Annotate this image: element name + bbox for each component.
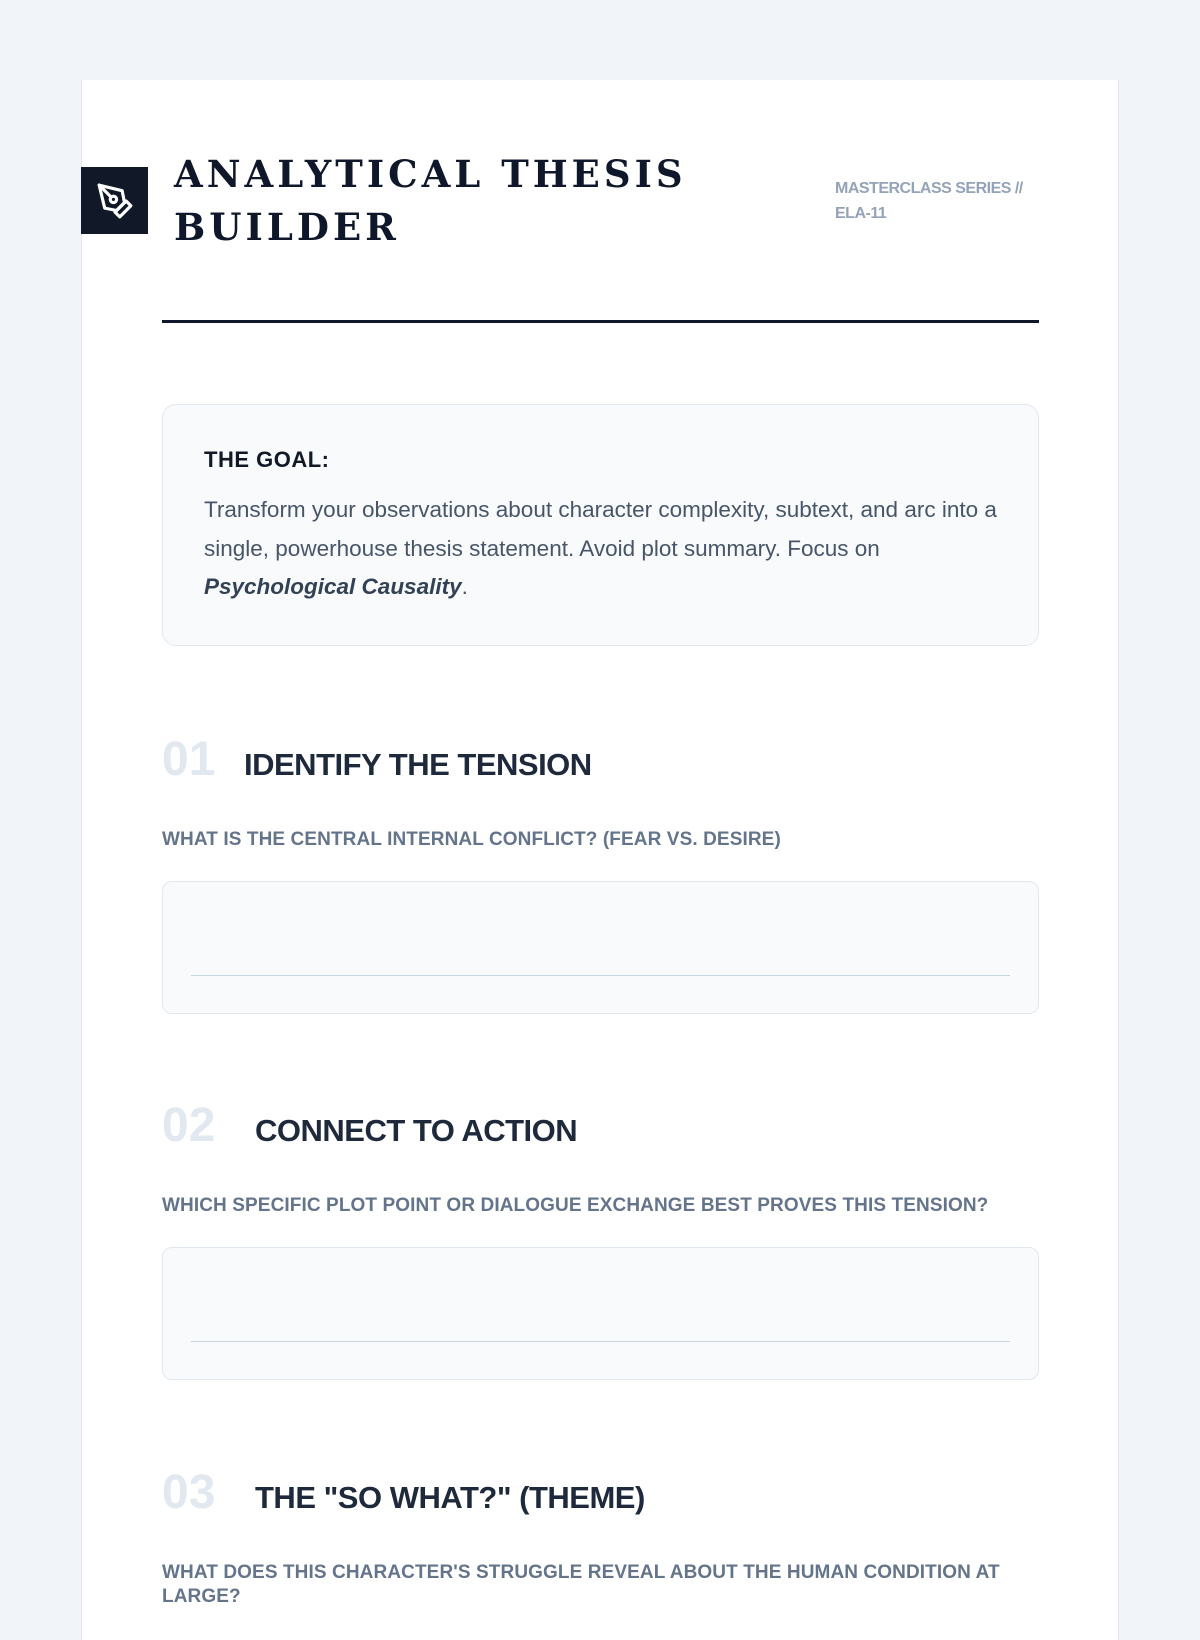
step-header (162, 732, 1039, 792)
step-1 (162, 732, 1039, 850)
series-line-1: MASTERCLASS SERIES // (835, 180, 1023, 197)
step-question: WHICH SPECIFIC PLOT POINT OR DIALOGUE EXCHANGE BEST PROVES THIS TENSION? (162, 1195, 989, 1216)
goal-body-end: . (461, 574, 468, 599)
step-question: WHAT DOES THIS CHARACTER'S STRUGGLE REVEAL ABOUT THE HUMAN CONDITION AT LARGE? (162, 1562, 1000, 1607)
title-line-1: ANALYTICAL THESIS (174, 152, 687, 196)
step-question: WHAT IS THE CENTRAL INTERNAL CONFLICT? (FEAR VS. DESIRE) (162, 829, 781, 850)
answer-underline (191, 975, 1010, 976)
step-title: THE "SO WHAT?" (THEME) (255, 1480, 645, 1515)
goal-callout (162, 404, 1039, 646)
step-3 (162, 1465, 1039, 1607)
header (81, 90, 1023, 249)
goal-title: THE GOAL: (204, 447, 330, 472)
page-title (174, 148, 694, 254)
answer-field-1[interactable] (162, 881, 1039, 1014)
step-header (162, 1465, 1039, 1525)
step-title: IDENTIFY THE TENSION (244, 747, 592, 782)
step-number: 01 (162, 733, 216, 786)
goal-emphasis: Psychological Causality (204, 574, 462, 599)
title-line-2: BUILDER (174, 205, 400, 249)
step-header (162, 1098, 1039, 1158)
step-title: CONNECT TO ACTION (255, 1113, 578, 1148)
header-divider (162, 320, 1039, 323)
worksheet-page (81, 80, 1119, 1640)
step-number: 02 (162, 1099, 216, 1152)
step-2 (162, 1098, 1039, 1216)
goal-body (204, 491, 998, 607)
pen-nib-icon (81, 167, 148, 234)
answer-underline (191, 1341, 1010, 1342)
series-line-2: ELA-11 (835, 205, 887, 222)
step-number: 03 (162, 1466, 216, 1519)
goal-body-text: Transform your observations about character complexity, subtext, and arc into a single, powerhouse thesis statement. Avoid plot summary. Focus on (204, 497, 997, 561)
series-label (835, 176, 1035, 226)
answer-field-2[interactable] (162, 1247, 1039, 1380)
